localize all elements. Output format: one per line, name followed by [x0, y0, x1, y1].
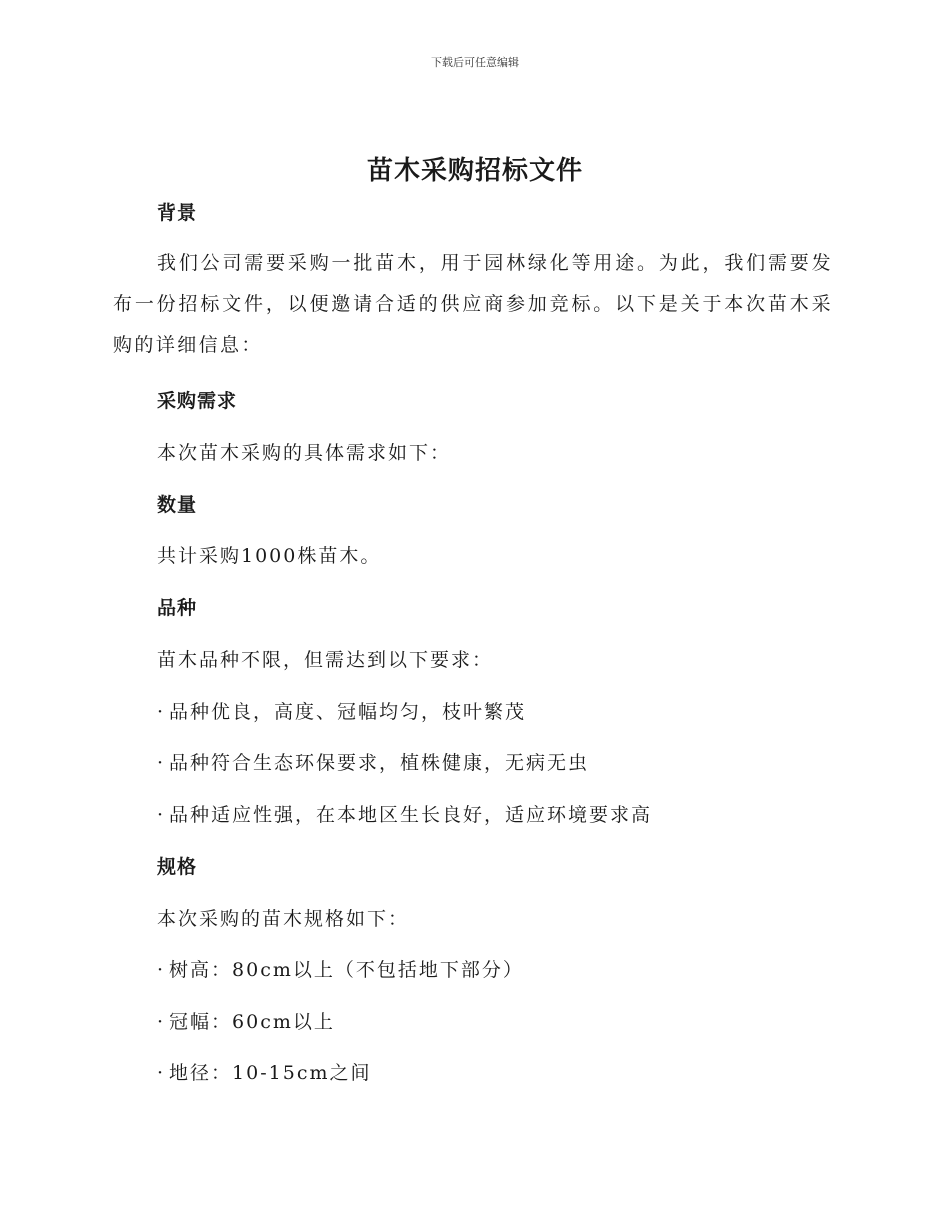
variety-item-2: 品种符合生态环保要求，植株健康，无病无虫 — [169, 752, 590, 774]
variety-item-3: 品种适应性强，在本地区生长良好，适应环境要求高 — [169, 804, 653, 826]
list-item — [157, 1007, 335, 1034]
list-item — [157, 1058, 371, 1085]
section-heading-demand: 采购需求 — [157, 390, 238, 412]
spec-item-2: 冠幅：60cm以上 — [169, 1011, 335, 1033]
bullet-dot-icon: · — [157, 1011, 166, 1033]
list-item — [157, 697, 526, 724]
demand-paragraph: 本次苗木采购的具体需求如下： — [157, 442, 452, 464]
list-item — [157, 748, 589, 775]
list-item — [157, 955, 524, 982]
bullet-dot-icon: · — [157, 959, 166, 981]
section-heading-variety: 品种 — [157, 597, 198, 619]
spec-item-3: 地径：10-15cm之间 — [169, 1062, 372, 1084]
bullet-dot-icon: · — [157, 1062, 166, 1084]
bullet-dot-icon: · — [157, 701, 166, 723]
spec-paragraph: 本次采购的苗木规格如下： — [157, 908, 410, 930]
document-title: 苗木采购招标文件 — [366, 156, 583, 186]
section-heading-spec: 规格 — [157, 856, 198, 878]
variety-item-1: 品种优良，高度、冠幅均匀，枝叶繁茂 — [169, 701, 527, 723]
background-paragraph: 我们公司需要采购一批苗木，用于园林绿化等用途。为此，我们需要发布一份招标文件，以便邀请合适的供应商参加竞标。以下是关于本次苗木采购的详细信息： — [113, 252, 833, 356]
spec-item-1: 树高：80cm以上（不包括地下部分） — [169, 959, 524, 981]
variety-paragraph: 苗木品种不限，但需达到以下要求： — [157, 649, 494, 671]
bullet-dot-icon: · — [157, 752, 166, 774]
bullet-dot-icon: · — [157, 804, 166, 826]
section-heading-background: 背景 — [157, 202, 198, 224]
quantity-paragraph: 共计采购1000株苗木。 — [157, 545, 382, 567]
list-item — [157, 800, 652, 827]
section-heading-quantity: 数量 — [157, 494, 198, 516]
page-header-note: 下载后可任意编辑 — [431, 56, 519, 69]
